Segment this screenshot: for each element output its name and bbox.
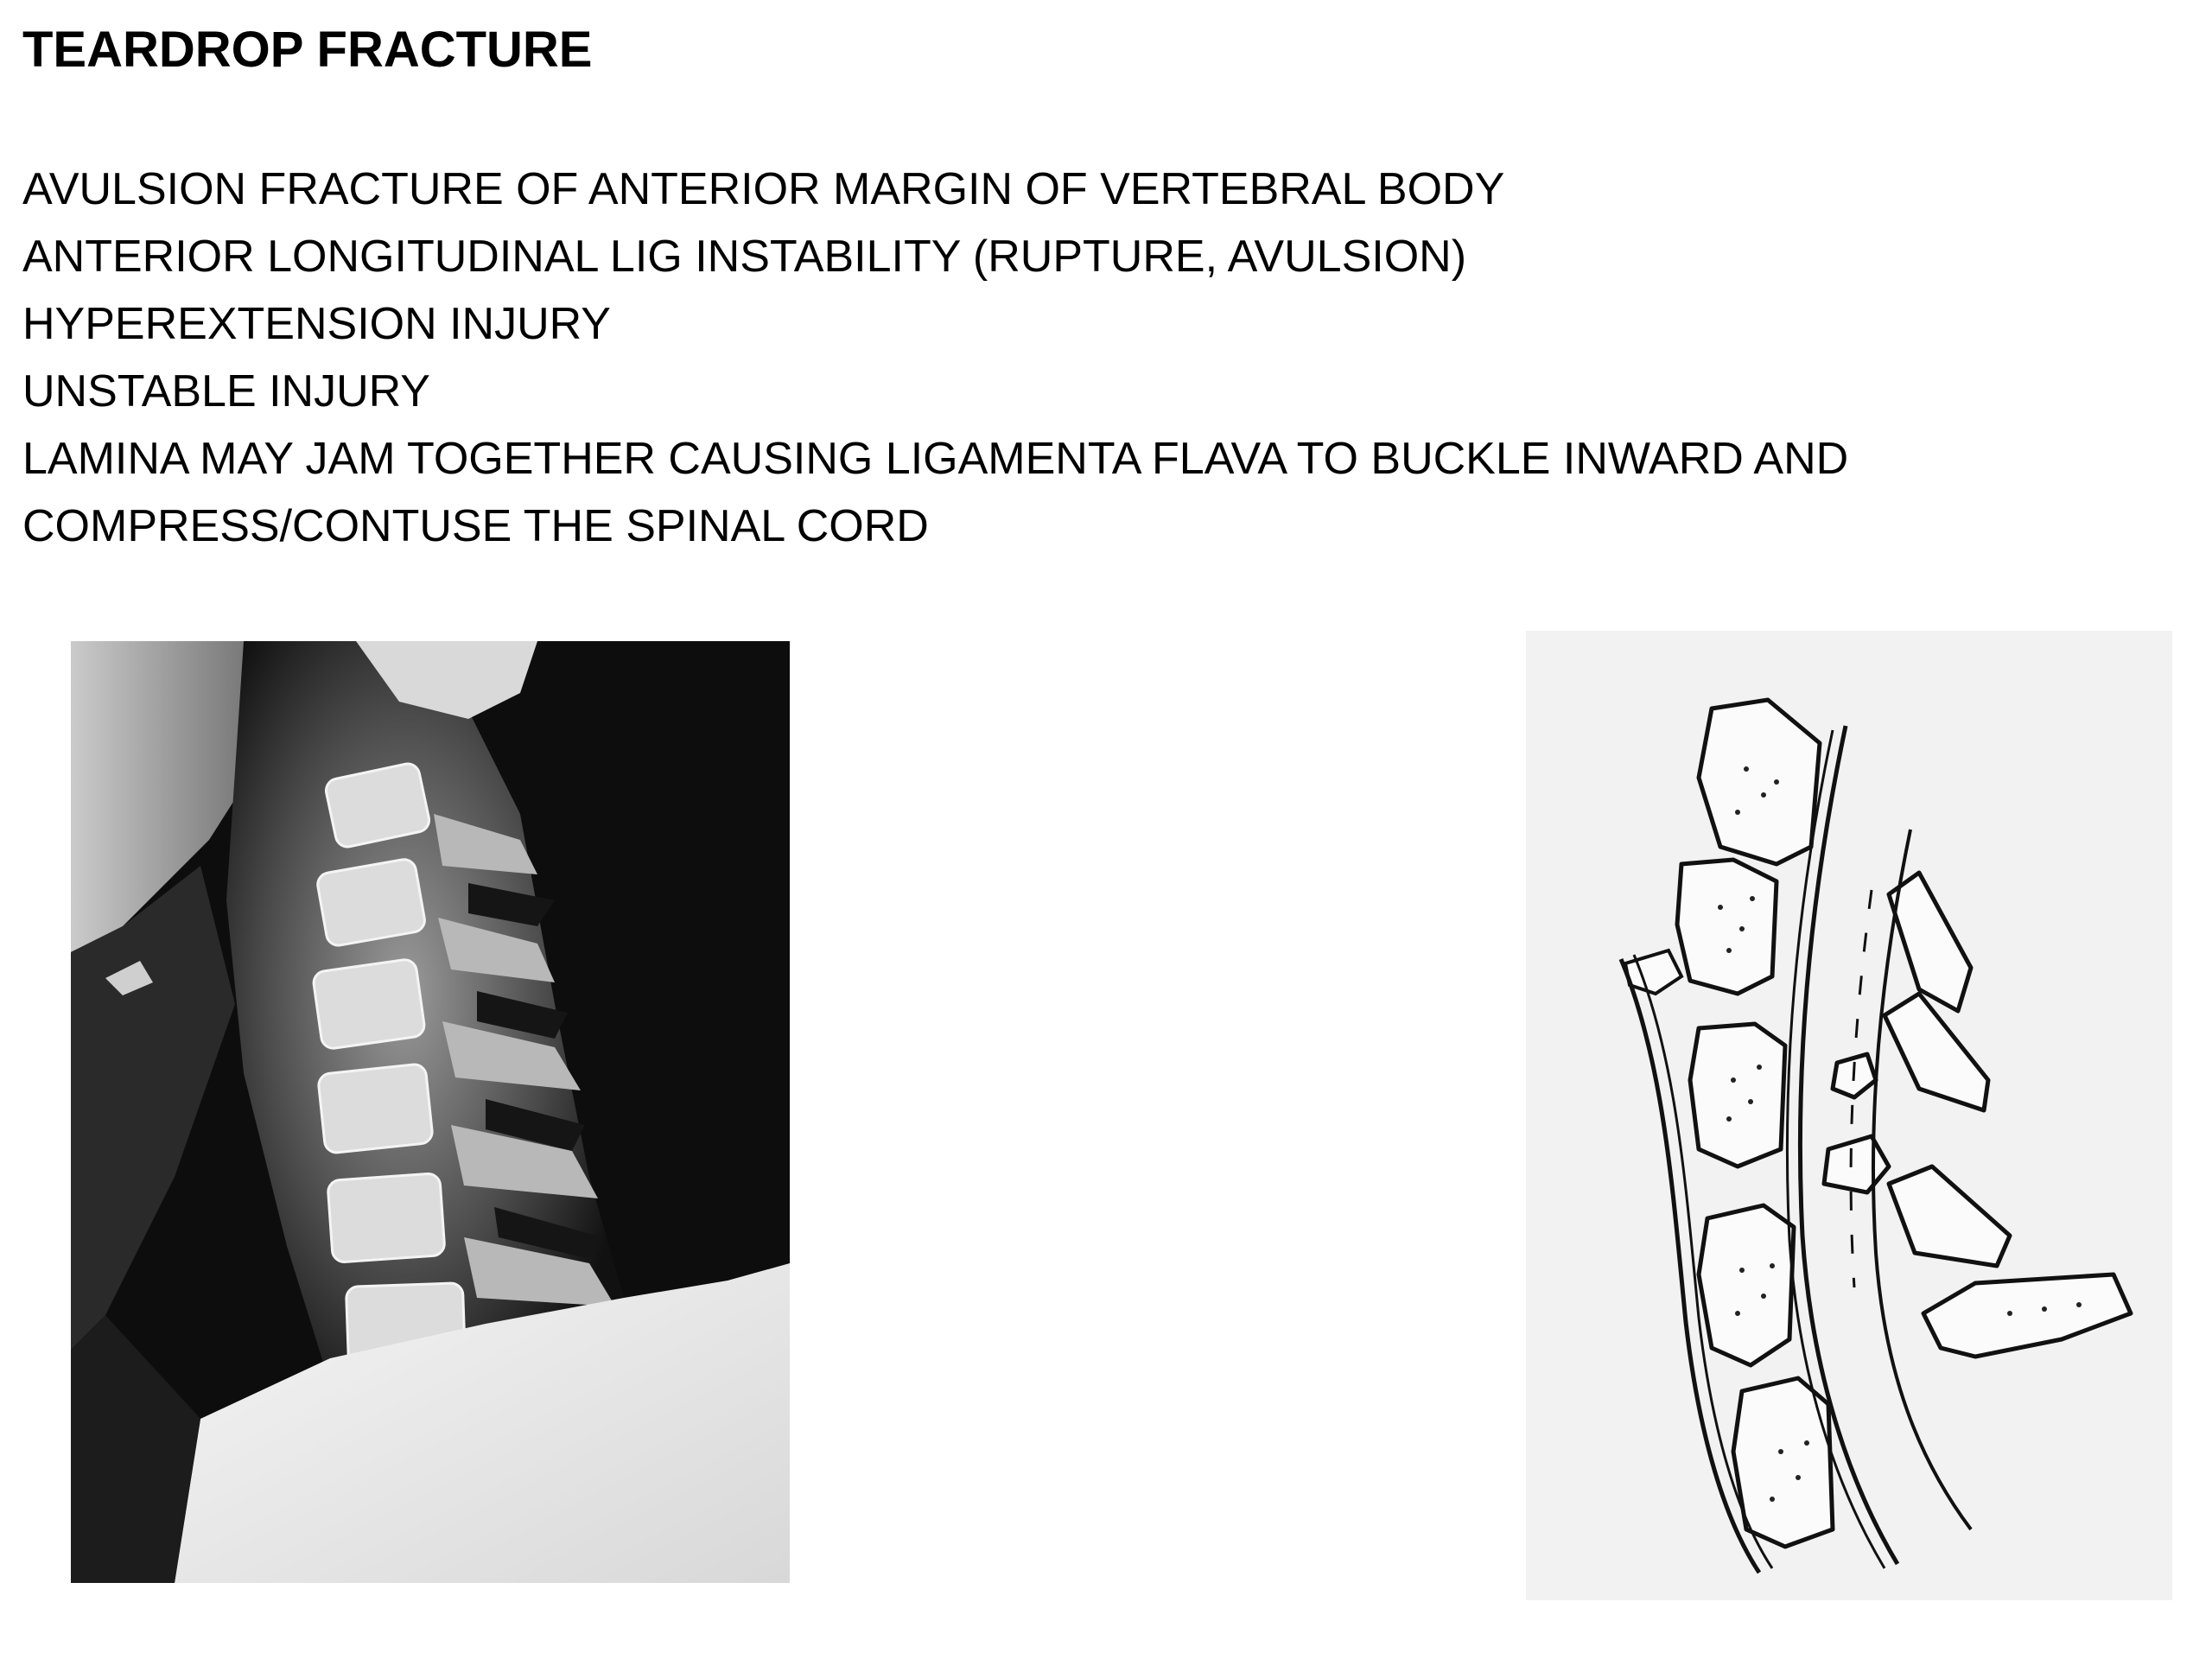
bullet-list — [22, 156, 1848, 560]
bullet-line: UNSTABLE INJURY — [22, 366, 430, 416]
bullet-line: AVULSION FRACTURE OF ANTERIOR MARGIN OF VERTEBRAL BODY — [22, 164, 1505, 214]
bullet-line: ANTERIOR LONGITUDINAL LIG INSTABILITY (RUPTURE, AVULSION) — [22, 232, 1467, 282]
bullet-line: HYPEREXTENSION INJURY — [22, 299, 611, 349]
slide-title: TEARDROP FRACTURE — [22, 22, 593, 78]
xray-image — [71, 641, 790, 1583]
bullet-line: LAMINA MAY JAM TOGETHER CAUSING LIGAMENTA FLAVA TO BUCKLE INWARD AND — [22, 434, 1849, 484]
illustration-graphic — [1526, 631, 2172, 1600]
spine-illustration — [1526, 631, 2172, 1600]
xray-graphic — [71, 641, 790, 1583]
bullet-line: COMPRESS/CONTUSE THE SPINAL CORD — [22, 501, 929, 551]
